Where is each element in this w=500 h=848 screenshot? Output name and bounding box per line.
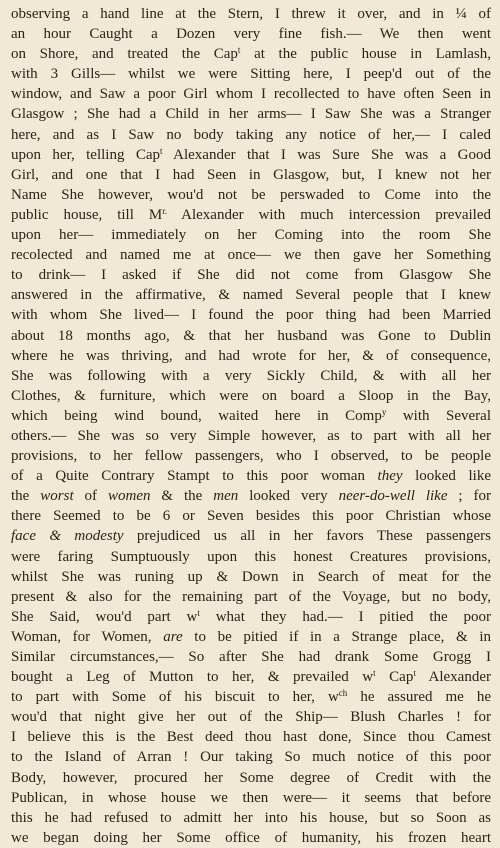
superscript-abbrev: r.	[162, 205, 167, 216]
text-segment: Alexander with much intercession prevailed	[166, 206, 491, 223]
text-segment: at the public house in Lamlash,	[240, 46, 491, 63]
text-segment: Name She however, wou'd not be perswaded to Come into the	[11, 186, 491, 203]
text-line	[11, 125, 491, 145]
text-line	[11, 205, 491, 225]
body-text	[11, 4, 491, 848]
text-line	[11, 265, 491, 285]
text-segment: of a Quite Contrary Stampt to this poor woman	[11, 468, 378, 485]
text-line	[11, 406, 491, 426]
text-line	[11, 24, 491, 44]
text-segment: present & also for the remaining part of the Voyage, but no body,	[11, 588, 491, 605]
text-line	[11, 808, 491, 828]
text-segment: wou'd that night give her out of the Ship— Blush Charles ! for	[11, 709, 491, 726]
superscript-abbrev: ch	[338, 688, 348, 699]
italic-text: worst	[40, 488, 74, 505]
text-line	[11, 446, 491, 466]
text-line	[11, 687, 491, 707]
text-line	[11, 426, 491, 446]
text-segment: ; for	[447, 488, 492, 505]
text-segment: answered in the affirmative, & named Several people that I knew	[11, 287, 491, 304]
text-segment: Alexander that I was Sure She was a Good	[162, 146, 491, 163]
text-segment: with Several	[386, 407, 491, 424]
text-segment: Body, however, procured her Some degree of Credit with the	[11, 769, 491, 786]
text-segment: Cap	[375, 669, 414, 686]
text-line	[11, 747, 491, 767]
text-line	[11, 567, 491, 587]
text-line	[11, 285, 491, 305]
text-segment: Clothes, & furniture, which were on board a Sloop in the Bay,	[11, 387, 491, 404]
text-line	[11, 627, 491, 647]
text-line	[11, 506, 491, 526]
text-line	[11, 64, 491, 84]
text-segment: recolected and named me at once— we then gave her Something	[11, 247, 491, 264]
text-line	[11, 4, 491, 24]
text-line	[11, 547, 491, 567]
text-segment: bought a Leg of Mutton to her, & prevailed w	[11, 669, 374, 686]
text-line	[11, 346, 491, 366]
text-segment: about 18 months ago, & that her husband was Gone to Dublin	[11, 327, 491, 344]
text-line	[11, 466, 491, 486]
italic-text: are	[163, 628, 183, 645]
text-line	[11, 185, 491, 205]
superscript-abbrev: t	[160, 145, 163, 156]
text-line	[11, 647, 491, 667]
superscript-abbrev: t	[373, 668, 376, 679]
text-segment: we began doing her Some office of humanity, his frozen heart	[11, 829, 491, 846]
text-segment: of	[73, 488, 108, 505]
text-line	[11, 84, 491, 104]
text-segment: with 3 Gills— whilst we were Sitting here, I peep'd out of the	[11, 66, 491, 83]
text-segment: She was following with a very Sickly Child, & with all her	[11, 367, 491, 384]
text-line	[11, 486, 491, 506]
text-line	[11, 145, 491, 165]
text-segment: I believe this is the Best deed thou hast done, Since thou Camest	[11, 729, 491, 746]
text-segment: which being wind bound, waited here in Comp	[11, 407, 382, 424]
italic-text: neer-do-well like	[338, 488, 448, 505]
text-line	[11, 326, 491, 346]
italic-text: face & modesty	[11, 528, 124, 545]
text-segment: observing a hand line at the Stern, I threw it over, and in ¼ of	[11, 6, 491, 22]
text-line	[11, 225, 491, 245]
text-segment: prejudiced us all in her favors These passengers	[123, 528, 492, 545]
italic-text: men	[213, 488, 239, 505]
text-segment: he assured me he	[347, 689, 491, 706]
text-segment: were faring Sumptuously upon this honest Creatures provisions,	[11, 548, 491, 565]
text-segment: & the	[150, 488, 214, 505]
text-line	[11, 768, 491, 788]
text-line	[11, 245, 491, 265]
text-segment: others.— She was so very Simple however, as to part with all her	[11, 427, 491, 444]
text-segment: upon her— immediately on her Coming into the room She	[11, 227, 491, 244]
text-line	[11, 667, 491, 687]
text-line	[11, 44, 491, 64]
text-segment: window, and Saw a poor Girl whom I recollected to have often Seen in	[11, 86, 491, 103]
text-segment: She Said, wou'd part w	[11, 608, 198, 625]
text-segment: there Seemed to be 6 or Seven besides this poor Christian whose	[11, 508, 491, 525]
text-segment: upon her, telling Cap	[11, 146, 161, 163]
text-line	[11, 305, 491, 325]
text-segment: Glasgow ; She had a Child in her arms— I Saw She was a Stranger	[11, 106, 491, 123]
text-line	[11, 707, 491, 727]
text-segment: with whom She lived— I found the poor thing had been Married	[11, 307, 491, 324]
text-segment: this he had refused to admitt her into his house, but so Soon as	[11, 809, 491, 826]
text-segment: Girl, and one that I had Seen in Glasgow, but, I knew not her	[11, 166, 491, 183]
text-segment: to drink— I asked if She did not come from Glasgow She	[11, 267, 491, 284]
text-segment: Woman, for Women,	[11, 628, 164, 645]
text-segment: to part with Some of his biscuit to her, w	[11, 689, 339, 706]
text-segment: what they had.— I pitied the poor	[199, 608, 491, 625]
text-segment: whilst She was runing up & Down in Search of meat for the	[11, 568, 491, 585]
text-segment: on Shore, and treated the Cap	[11, 46, 238, 63]
text-line	[11, 386, 491, 406]
text-segment: public house, till M	[11, 206, 163, 223]
italic-text: women	[107, 488, 151, 505]
italic-text: they	[377, 468, 403, 485]
text-segment: where he was thriving, and had wrote for her, & of consequence,	[11, 347, 491, 364]
text-segment: to the Island of Arran ! Our taking So much notice of this poor	[11, 749, 491, 766]
text-line	[11, 104, 491, 124]
text-line	[11, 165, 491, 185]
text-line	[11, 587, 491, 607]
text-segment: Similar circumstances,— So after She had drank Some Grogg I	[11, 649, 491, 665]
text-line	[11, 366, 491, 386]
text-segment: Publican, in whose house we then were— it seems that before	[11, 789, 491, 806]
text-line	[11, 727, 491, 747]
text-line	[11, 828, 491, 848]
superscript-abbrev: t	[413, 668, 416, 679]
text-segment: the	[11, 488, 41, 505]
text-segment: provisions, to her fellow passengers, who I observed, to be people	[11, 448, 491, 465]
text-segment: Alexander	[415, 669, 491, 686]
text-segment: to be pitied if in a Strange place, & in	[182, 628, 491, 645]
text-segment: an hour Caught a Dozen very fine fish.— We then went	[11, 26, 491, 43]
text-segment: here, and as I Saw no body taking any notice of her,— I caled	[11, 126, 491, 143]
superscript-abbrev: t	[237, 45, 241, 56]
text-line	[11, 526, 491, 546]
text-line	[11, 788, 491, 808]
text-line	[11, 607, 491, 627]
superscript-abbrev: y	[381, 406, 387, 417]
text-segment: looked very	[238, 488, 339, 505]
superscript-abbrev: t	[197, 607, 200, 618]
text-segment: looked like	[402, 468, 491, 485]
